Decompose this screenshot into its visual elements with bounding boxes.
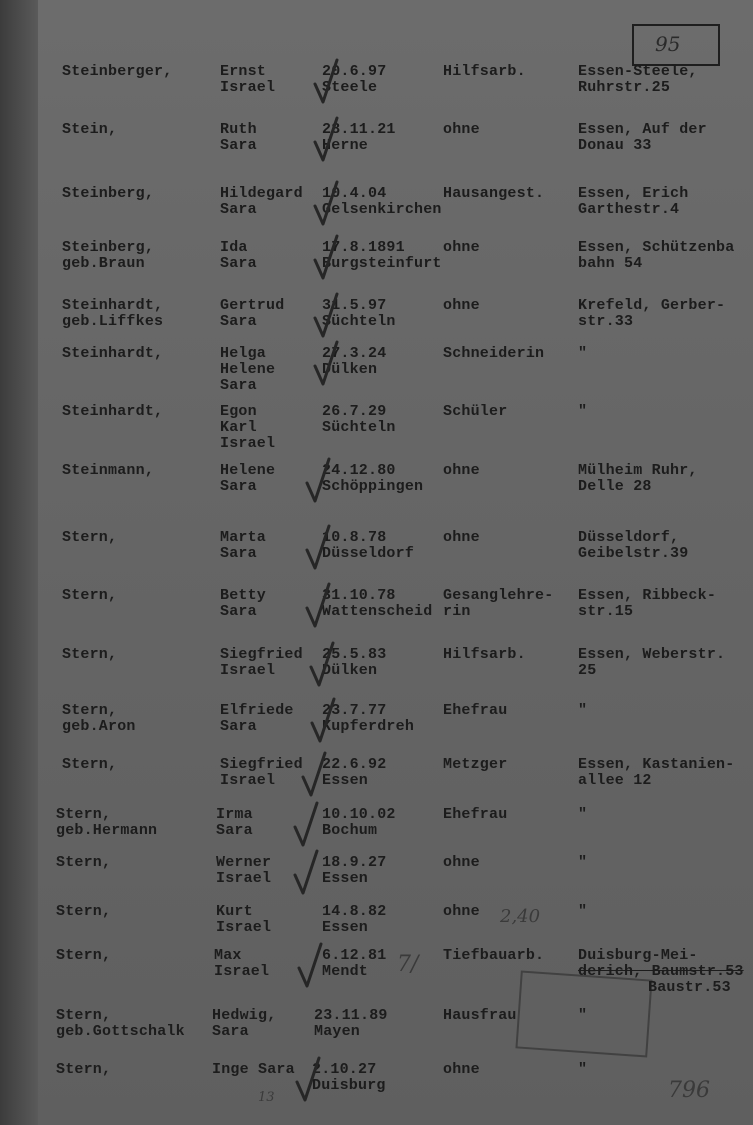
entry-dob-line: Essen xyxy=(322,772,369,789)
list-entry xyxy=(0,588,753,638)
entry-occ xyxy=(443,807,507,823)
entry-occ-line: Schüler xyxy=(443,403,508,420)
entry-occ-line: Tiefbauarb. xyxy=(443,947,545,964)
entry-first-line: Helene xyxy=(220,462,276,479)
entry-dob-line: Schöppingen xyxy=(322,478,424,495)
entry-addr-line: Düsseldorf, xyxy=(578,529,680,546)
entry-name-line: Stern, xyxy=(56,1061,112,1078)
entry-name-line: geb.Gottschalk xyxy=(56,1023,185,1040)
entry-dob-line: Süchteln xyxy=(322,313,396,330)
entry-occ xyxy=(443,948,544,964)
entry-occ-line: ohne xyxy=(443,1061,480,1078)
entry-addr xyxy=(578,948,744,996)
entry-dob-line: 23.7.77 xyxy=(322,702,387,719)
entry-first-line: Helene xyxy=(220,361,276,378)
list-entry xyxy=(0,530,753,580)
entry-dob xyxy=(322,904,386,936)
entry-first xyxy=(212,1008,276,1040)
entry-name-line: Steinmann, xyxy=(62,462,155,479)
entry-addr-line: Essen, Ribbeck- xyxy=(578,587,717,604)
entry-addr-line: Essen, Schützenba xyxy=(578,239,735,256)
entry-name-line: Stern, xyxy=(56,1007,112,1024)
entry-name xyxy=(62,186,154,202)
check-mark-icon xyxy=(294,1056,322,1104)
handwritten-small-number: 13 xyxy=(258,1090,275,1105)
entry-name-line: Steinberg, xyxy=(62,239,155,256)
entry-dob xyxy=(312,1062,386,1094)
entry-first-line: Sara xyxy=(220,201,257,218)
entry-name-line: Steinhardt, xyxy=(62,297,164,314)
entry-dob-line: Kupferdreh xyxy=(322,718,415,735)
entry-first-line: Sara xyxy=(220,313,257,330)
entry-name-line: Stern, xyxy=(62,646,118,663)
entry-dob-line: 17.8.1891 xyxy=(322,239,405,256)
entry-dob xyxy=(322,757,386,789)
entry-dob xyxy=(322,807,396,839)
entry-occ xyxy=(443,530,480,546)
entry-name xyxy=(62,404,163,420)
entry-first-line: Sara xyxy=(220,545,257,562)
entry-occ-line: Hausangest. xyxy=(443,185,545,202)
entry-addr-line: derich, Baumstr.53 xyxy=(578,963,744,980)
entry-dob-line: 31.5.97 xyxy=(322,297,387,314)
entry-dob-line: Mayen xyxy=(314,1023,361,1040)
entry-occ xyxy=(443,346,544,362)
check-mark-icon xyxy=(296,942,324,990)
entry-first-line: Siegfried xyxy=(220,646,303,663)
list-entry xyxy=(0,404,753,454)
entry-name xyxy=(62,240,154,272)
entry-addr xyxy=(578,1062,587,1078)
entry-name xyxy=(62,122,117,138)
entry-name xyxy=(62,298,163,330)
entry-name xyxy=(56,855,111,871)
entry-dob-line: Burgsteinfurt xyxy=(322,255,442,272)
entry-addr-line: Essen, Auf der xyxy=(578,121,707,138)
entry-dob-line: Dülken xyxy=(322,662,378,679)
list-entry xyxy=(0,703,753,753)
list-entry xyxy=(0,807,753,857)
check-mark-icon xyxy=(312,180,340,228)
entry-first-line: Hedwig, xyxy=(212,1007,277,1024)
check-mark-icon xyxy=(292,849,320,897)
entry-addr xyxy=(578,186,688,218)
entry-name xyxy=(56,1062,111,1078)
entry-dob-line: Mendt xyxy=(322,963,369,980)
entry-first-line: Israel xyxy=(220,772,276,789)
check-mark-icon xyxy=(300,751,328,799)
list-entry xyxy=(0,298,753,348)
entry-occ-line: ohne xyxy=(443,462,480,479)
entry-first-line: Sara xyxy=(220,377,257,394)
entry-addr-line: Geibelstr.39 xyxy=(578,545,689,562)
entry-dob-line: 20.6.97 xyxy=(322,63,387,80)
list-entry xyxy=(0,948,753,998)
entry-dob-line: Gelsenkirchen xyxy=(322,201,442,218)
entry-name xyxy=(62,647,117,663)
entry-occ xyxy=(443,122,480,138)
list-entry xyxy=(0,346,753,396)
entry-addr-line: Delle 28 xyxy=(578,478,652,495)
entry-first xyxy=(216,855,271,887)
entry-dob-line: 10.10.02 xyxy=(322,806,396,823)
entry-occ xyxy=(443,240,480,256)
entry-dob xyxy=(322,530,414,562)
entry-addr-line: " xyxy=(578,345,588,362)
list-entry xyxy=(0,757,753,807)
entry-first xyxy=(216,807,253,839)
entry-addr xyxy=(578,530,688,562)
entry-name-line: Stern, xyxy=(56,806,112,823)
entry-addr-line: " xyxy=(578,1061,588,1078)
entry-addr xyxy=(578,346,587,362)
entry-first-line: Israel xyxy=(216,919,272,936)
entry-occ-line: Ehefrau xyxy=(443,806,508,823)
entry-name-line: geb.Liffkes xyxy=(62,313,164,330)
entry-first-line: Hildegard xyxy=(220,185,303,202)
entry-addr xyxy=(578,404,587,420)
entry-name xyxy=(62,588,117,604)
entry-first-line: Israel xyxy=(216,870,272,887)
entry-name-line: Stern, xyxy=(62,702,118,719)
entry-name-line: Stern, xyxy=(62,756,118,773)
entry-first-line: Karl xyxy=(220,419,257,436)
entry-first-line: Max xyxy=(214,947,242,964)
entry-occ-line: Schneiderin xyxy=(443,345,545,362)
entry-dob-line: 10.8.78 xyxy=(322,529,387,546)
entry-addr xyxy=(578,64,698,96)
entry-occ xyxy=(443,588,553,620)
entry-first-line: Sara xyxy=(220,137,257,154)
entry-first xyxy=(220,463,275,495)
entry-dob xyxy=(322,588,432,620)
entry-dob-line: 31.10.78 xyxy=(322,587,396,604)
entry-addr xyxy=(578,703,587,719)
entry-first-line: Ida xyxy=(220,239,248,256)
entry-occ-line: Hilfsarb. xyxy=(443,646,526,663)
entry-addr xyxy=(578,757,734,789)
entry-dob xyxy=(322,855,386,887)
list-entry xyxy=(0,240,753,290)
entry-first-line: Inge Sara xyxy=(212,1061,295,1078)
entry-dob-line: 27.3.24 xyxy=(322,345,387,362)
entry-first-line: Israel xyxy=(214,963,270,980)
entry-first-line: Kurt xyxy=(216,903,253,920)
entry-addr xyxy=(578,647,725,679)
entry-addr-line: 25 xyxy=(578,662,597,679)
entry-addr xyxy=(578,463,698,495)
check-mark-icon xyxy=(312,58,340,106)
entry-first xyxy=(220,757,303,789)
entry-addr-line: str.15 xyxy=(578,603,634,620)
check-mark-icon xyxy=(312,340,340,388)
entry-dob-line: 24.12.80 xyxy=(322,462,396,479)
handwritten-mark: 7/ xyxy=(397,952,419,977)
list-entry xyxy=(0,122,753,172)
entry-name xyxy=(62,463,154,479)
entry-occ-line: ohne xyxy=(443,903,480,920)
entry-dob xyxy=(314,1008,388,1040)
entry-occ xyxy=(443,1008,517,1024)
entry-name xyxy=(56,904,111,920)
entry-addr-line: Essen, Erich xyxy=(578,185,689,202)
entry-addr-line: Baustr.53 xyxy=(648,979,731,996)
entry-first-line: Sara xyxy=(216,822,253,839)
entry-dob-line: Essen xyxy=(322,919,369,936)
entry-name-line: Steinberg, xyxy=(62,185,155,202)
entry-addr-line: Essen, Weberstr. xyxy=(578,646,726,663)
list-entry xyxy=(0,647,753,697)
entry-dob-line: 2.10.27 xyxy=(312,1061,377,1078)
entry-dob-line: 25.5.83 xyxy=(322,646,387,663)
entry-first-line: Sara xyxy=(220,603,257,620)
entry-occ xyxy=(443,404,507,420)
entry-first-line: Sara xyxy=(220,255,257,272)
entry-dob-line: Essen xyxy=(322,870,369,887)
entry-first-line: Sara xyxy=(212,1023,249,1040)
entry-first xyxy=(220,240,257,272)
entry-addr xyxy=(578,855,587,871)
entry-dob xyxy=(322,463,423,495)
handwritten-count-mark: 2,40 xyxy=(500,906,541,927)
entry-occ-line: Hilfsarb. xyxy=(443,63,526,80)
handwritten-number: 796 xyxy=(668,1078,710,1103)
entry-addr-line: bahn 54 xyxy=(578,255,643,272)
entry-name xyxy=(62,703,136,735)
list-entry xyxy=(0,186,753,236)
entry-name-line: Stern, xyxy=(56,903,112,920)
entry-addr-line: " xyxy=(578,806,588,823)
entry-addr xyxy=(578,122,707,154)
entry-occ-line: ohne xyxy=(443,854,480,871)
entry-first-line: Israel xyxy=(220,662,276,679)
entry-dob-line: Dülken xyxy=(322,361,378,378)
entry-first-line: Werner xyxy=(216,854,272,871)
entry-name xyxy=(62,530,117,546)
check-mark-icon xyxy=(304,457,332,505)
entry-addr-line: Duisburg-Mei- xyxy=(578,947,698,964)
list-entry xyxy=(0,1062,753,1112)
list-entry xyxy=(0,1008,753,1058)
entry-occ-line: ohne xyxy=(443,297,480,314)
entry-addr-line: Essen-Steele, xyxy=(578,63,698,80)
entry-addr-line: " xyxy=(578,903,588,920)
entry-dob-line: Bochum xyxy=(322,822,378,839)
entry-addr-line: Garthestr.4 xyxy=(578,201,680,218)
check-mark-icon xyxy=(312,234,340,282)
entry-first xyxy=(212,1062,295,1078)
entry-addr xyxy=(578,1008,587,1024)
entry-dob-line: 23.11.89 xyxy=(314,1007,388,1024)
entry-name-line: geb.Aron xyxy=(62,718,136,735)
entry-dob xyxy=(322,948,386,980)
entry-name xyxy=(62,757,117,773)
entry-addr-line: Mülheim Ruhr, xyxy=(578,462,698,479)
entry-occ-line: ohne xyxy=(443,529,480,546)
entry-occ-line: ohne xyxy=(443,239,480,256)
entry-addr xyxy=(578,807,587,823)
entry-first xyxy=(220,122,257,154)
entry-first-line: Ernst xyxy=(220,63,267,80)
entry-name-line: Stern, xyxy=(62,529,118,546)
entry-name-line: geb.Braun xyxy=(62,255,145,272)
entry-first xyxy=(216,904,271,936)
entry-occ xyxy=(443,647,526,663)
entry-occ xyxy=(443,1062,480,1078)
entry-occ xyxy=(443,904,480,920)
entry-name-line: Steinberger, xyxy=(62,63,173,80)
entry-dob-line: Steele xyxy=(322,79,378,96)
entry-name xyxy=(62,64,172,80)
check-mark-icon xyxy=(312,292,340,340)
entry-dob-line: Duisburg xyxy=(312,1077,386,1094)
entry-first xyxy=(220,530,266,562)
entry-first-line: Gertrud xyxy=(220,297,285,314)
entry-name-line: geb.Hermann xyxy=(56,822,158,839)
entry-first-line: Irma xyxy=(216,806,253,823)
entry-dob-line: Düsseldorf xyxy=(322,545,415,562)
entry-occ xyxy=(443,298,480,314)
entry-dob-line: 18.9.27 xyxy=(322,854,387,871)
entry-dob-line: 26.7.29 xyxy=(322,403,387,420)
check-mark-icon xyxy=(292,801,320,849)
entry-name-line: Stern, xyxy=(56,854,112,871)
entry-addr xyxy=(578,240,734,272)
entry-name-line: Steinhardt, xyxy=(62,345,164,362)
entry-occ-line: Hausfrau xyxy=(443,1007,517,1024)
entry-dob-line: 14.8.82 xyxy=(322,903,387,920)
entry-name xyxy=(56,807,157,839)
entry-occ-line: Gesanglehre- xyxy=(443,587,554,604)
check-mark-icon xyxy=(308,641,336,689)
page-number: 95 xyxy=(655,32,681,56)
entry-first xyxy=(220,186,303,218)
entry-addr-line: " xyxy=(578,854,588,871)
entry-first xyxy=(220,703,294,735)
entry-occ-line: Ehefrau xyxy=(443,702,508,719)
entry-first-line: Sara xyxy=(220,478,257,495)
entry-addr-line: Donau 33 xyxy=(578,137,652,154)
entry-addr-line: Krefeld, Gerber- xyxy=(578,297,726,314)
check-mark-icon xyxy=(304,582,332,630)
list-entry xyxy=(0,463,753,513)
entry-occ xyxy=(443,757,507,773)
check-mark-icon xyxy=(312,116,340,164)
entry-dob xyxy=(322,404,396,436)
entry-name xyxy=(56,948,111,964)
entry-first xyxy=(220,346,275,394)
entry-dob-line: 28.11.21 xyxy=(322,121,396,138)
entry-addr-line: allee 12 xyxy=(578,772,652,789)
entry-first-line: Ruth xyxy=(220,121,257,138)
entry-first xyxy=(220,647,303,679)
entry-dob-line: 22.6.92 xyxy=(322,756,387,773)
entry-addr xyxy=(578,588,716,620)
entry-name-line: Stern, xyxy=(56,947,112,964)
entry-addr-line: str.33 xyxy=(578,313,634,330)
check-mark-icon xyxy=(304,524,332,572)
entry-occ xyxy=(443,703,507,719)
entry-first xyxy=(220,404,275,452)
entry-dob-line: 6.12.81 xyxy=(322,947,387,964)
entry-addr-line: Essen, Kastanien- xyxy=(578,756,735,773)
entry-occ-line: ohne xyxy=(443,121,480,138)
entry-first-line: Egon xyxy=(220,403,257,420)
entry-addr-line: Ruhrstr.25 xyxy=(578,79,671,96)
entry-occ-line: rin xyxy=(443,603,471,620)
entry-name-line: Steinhardt, xyxy=(62,403,164,420)
entry-first-line: Elfriede xyxy=(220,702,294,719)
entry-first xyxy=(220,588,266,620)
entry-first-line: Sara xyxy=(220,718,257,735)
entry-first-line: Helga xyxy=(220,345,267,362)
entry-dob-line: Süchteln xyxy=(322,419,396,436)
entry-addr-line: " xyxy=(578,403,588,420)
entry-name xyxy=(56,1008,185,1040)
entry-name xyxy=(62,346,163,362)
check-mark-icon xyxy=(309,697,337,745)
entry-first-line: Siegfried xyxy=(220,756,303,773)
entry-first-line: Betty xyxy=(220,587,267,604)
entry-first-line: Israel xyxy=(220,79,276,96)
entry-first xyxy=(214,948,269,980)
entry-name-line: Stein, xyxy=(62,121,118,138)
entry-occ-line: Metzger xyxy=(443,756,508,773)
entry-occ xyxy=(443,855,480,871)
entry-occ xyxy=(443,64,526,80)
entry-occ xyxy=(443,186,544,202)
entry-name-line: Stern, xyxy=(62,587,118,604)
list-entry xyxy=(0,64,753,114)
entry-addr xyxy=(578,904,587,920)
entry-first-line: Israel xyxy=(220,435,276,452)
entry-addr xyxy=(578,298,725,330)
entry-first xyxy=(220,298,284,330)
entry-occ xyxy=(443,463,480,479)
entry-addr-line: " xyxy=(578,702,588,719)
entry-dob-line: Herne xyxy=(322,137,369,154)
entry-first xyxy=(220,64,275,96)
entry-addr-line: " xyxy=(578,1007,588,1024)
list-entry xyxy=(0,855,753,905)
entry-first-line: Marta xyxy=(220,529,267,546)
entry-dob-line: Wattenscheid xyxy=(322,603,433,620)
entry-dob-line: 10.4.04 xyxy=(322,185,387,202)
